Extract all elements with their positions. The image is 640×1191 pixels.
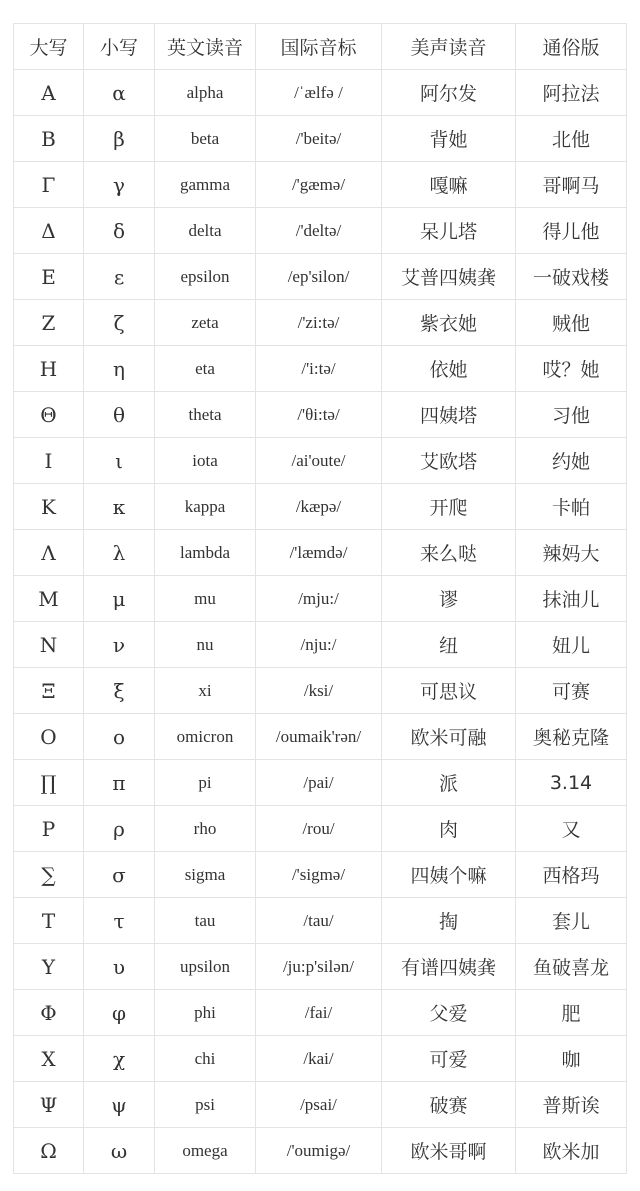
ipa-cell: /'beitə/ xyxy=(256,116,382,162)
popular-version-cell: 可赛 xyxy=(516,668,627,714)
table-row xyxy=(14,760,627,806)
greek-alphabet-table xyxy=(13,23,627,1174)
ipa-cell: /'læmdə/ xyxy=(256,530,382,576)
uppercase-cell: Η xyxy=(14,346,84,392)
us-reading-cell: 可爱 xyxy=(382,1036,516,1082)
us-reading-cell: 依她 xyxy=(382,346,516,392)
english-reading-cell: delta xyxy=(155,208,256,254)
ipa-cell: /tau/ xyxy=(256,898,382,944)
us-reading-cell: 背她 xyxy=(382,116,516,162)
lowercase-cell: ψ xyxy=(84,1082,155,1128)
table-row xyxy=(14,898,627,944)
table-row xyxy=(14,1082,627,1128)
popular-version-cell: 哎？她 xyxy=(516,346,627,392)
ipa-cell: /nju:/ xyxy=(256,622,382,668)
lowercase-cell: ξ xyxy=(84,668,155,714)
popular-version-cell: 卡帕 xyxy=(516,484,627,530)
table-row xyxy=(14,208,627,254)
greek-alphabet-table-container xyxy=(13,23,626,1174)
popular-version-cell: 北他 xyxy=(516,116,627,162)
uppercase-cell: Ν xyxy=(14,622,84,668)
lowercase-cell: τ xyxy=(84,898,155,944)
ipa-cell: /'oumigə/ xyxy=(256,1128,382,1174)
us-reading-cell: 呆儿塔 xyxy=(382,208,516,254)
lowercase-cell: φ xyxy=(84,990,155,1036)
ipa-cell: /pai/ xyxy=(256,760,382,806)
english-reading-cell: epsilon xyxy=(155,254,256,300)
us-reading-cell: 紫衣她 xyxy=(382,300,516,346)
english-reading-cell: iota xyxy=(155,438,256,484)
us-reading-cell: 有谱四姨龚 xyxy=(382,944,516,990)
popular-version-cell: 抹油儿 xyxy=(516,576,627,622)
lowercase-cell: ρ xyxy=(84,806,155,852)
table-row xyxy=(14,70,627,116)
header-us-reading: 美声读音 xyxy=(382,24,516,70)
popular-version-cell: 约她 xyxy=(516,438,627,484)
table-row xyxy=(14,162,627,208)
us-reading-cell: 来么哒 xyxy=(382,530,516,576)
us-reading-cell: 欧米哥啊 xyxy=(382,1128,516,1174)
us-reading-cell: 肉 xyxy=(382,806,516,852)
lowercase-cell: ε xyxy=(84,254,155,300)
header-ipa: 国际音标 xyxy=(256,24,382,70)
us-reading-cell: 开爬 xyxy=(382,484,516,530)
uppercase-cell: ∑ xyxy=(14,852,84,898)
ipa-cell: /rou/ xyxy=(256,806,382,852)
english-reading-cell: beta xyxy=(155,116,256,162)
english-reading-cell: psi xyxy=(155,1082,256,1128)
lowercase-cell: υ xyxy=(84,944,155,990)
table-row xyxy=(14,852,627,898)
english-reading-cell: upsilon xyxy=(155,944,256,990)
uppercase-cell: ∏ xyxy=(14,760,84,806)
ipa-cell: /'θi:tə/ xyxy=(256,392,382,438)
english-reading-cell: rho xyxy=(155,806,256,852)
popular-version-cell: 妞儿 xyxy=(516,622,627,668)
english-reading-cell: chi xyxy=(155,1036,256,1082)
lowercase-cell: χ xyxy=(84,1036,155,1082)
table-row xyxy=(14,576,627,622)
header-uppercase: 大写 xyxy=(14,24,84,70)
table-row xyxy=(14,346,627,392)
english-reading-cell: theta xyxy=(155,392,256,438)
uppercase-cell: Ρ xyxy=(14,806,84,852)
lowercase-cell: π xyxy=(84,760,155,806)
header-english-reading: 英文读音 xyxy=(155,24,256,70)
table-row xyxy=(14,668,627,714)
english-reading-cell: pi xyxy=(155,760,256,806)
uppercase-cell: Γ xyxy=(14,162,84,208)
ipa-cell: /kai/ xyxy=(256,1036,382,1082)
uppercase-cell: Χ xyxy=(14,1036,84,1082)
table-row xyxy=(14,622,627,668)
lowercase-cell: λ xyxy=(84,530,155,576)
uppercase-cell: Φ xyxy=(14,990,84,1036)
uppercase-cell: Θ xyxy=(14,392,84,438)
lowercase-cell: δ xyxy=(84,208,155,254)
ipa-cell: /'zi:tə/ xyxy=(256,300,382,346)
uppercase-cell: Δ xyxy=(14,208,84,254)
ipa-cell: /fai/ xyxy=(256,990,382,1036)
lowercase-cell: σ xyxy=(84,852,155,898)
lowercase-cell: η xyxy=(84,346,155,392)
us-reading-cell: 派 xyxy=(382,760,516,806)
uppercase-cell: Υ xyxy=(14,944,84,990)
lowercase-cell: γ xyxy=(84,162,155,208)
english-reading-cell: kappa xyxy=(155,484,256,530)
ipa-cell: /ju:p'silən/ xyxy=(256,944,382,990)
table-row xyxy=(14,484,627,530)
ipa-cell: /ksi/ xyxy=(256,668,382,714)
ipa-cell: /mju:/ xyxy=(256,576,382,622)
popular-version-cell: 套儿 xyxy=(516,898,627,944)
table-header xyxy=(14,24,627,70)
table-row xyxy=(14,438,627,484)
english-reading-cell: zeta xyxy=(155,300,256,346)
lowercase-cell: κ xyxy=(84,484,155,530)
table-row xyxy=(14,714,627,760)
us-reading-cell: 四姨个嘛 xyxy=(382,852,516,898)
ipa-cell: /'gæmə/ xyxy=(256,162,382,208)
lowercase-cell: ζ xyxy=(84,300,155,346)
lowercase-cell: ν xyxy=(84,622,155,668)
popular-version-cell: 阿拉法 xyxy=(516,70,627,116)
us-reading-cell: 破赛 xyxy=(382,1082,516,1128)
popular-version-cell: 得儿他 xyxy=(516,208,627,254)
ipa-cell: /'sigmə/ xyxy=(256,852,382,898)
ipa-cell: /ˈælfə / xyxy=(256,70,382,116)
english-reading-cell: sigma xyxy=(155,852,256,898)
uppercase-cell: Β xyxy=(14,116,84,162)
popular-version-cell: 贼他 xyxy=(516,300,627,346)
table-row xyxy=(14,1128,627,1174)
lowercase-cell: ι xyxy=(84,438,155,484)
us-reading-cell: 艾普四姨龚 xyxy=(382,254,516,300)
english-reading-cell: phi xyxy=(155,990,256,1036)
uppercase-cell: Ο xyxy=(14,714,84,760)
ipa-cell: /ep'silon/ xyxy=(256,254,382,300)
uppercase-cell: Ε xyxy=(14,254,84,300)
popular-version-cell: 哥啊马 xyxy=(516,162,627,208)
popular-version-cell: 西格玛 xyxy=(516,852,627,898)
table-row xyxy=(14,944,627,990)
ipa-cell: /oumaik'rən/ xyxy=(256,714,382,760)
english-reading-cell: mu xyxy=(155,576,256,622)
uppercase-cell: Ω xyxy=(14,1128,84,1174)
header-popular-version: 通俗版 xyxy=(516,24,627,70)
table-row xyxy=(14,300,627,346)
popular-version-cell: 咖 xyxy=(516,1036,627,1082)
popular-version-cell: 普斯诶 xyxy=(516,1082,627,1128)
us-reading-cell: 谬 xyxy=(382,576,516,622)
lowercase-cell: ω xyxy=(84,1128,155,1174)
us-reading-cell: 父爱 xyxy=(382,990,516,1036)
us-reading-cell: 四姨塔 xyxy=(382,392,516,438)
us-reading-cell: 掏 xyxy=(382,898,516,944)
us-reading-cell: 艾欧塔 xyxy=(382,438,516,484)
us-reading-cell: 纽 xyxy=(382,622,516,668)
english-reading-cell: lambda xyxy=(155,530,256,576)
uppercase-cell: Λ xyxy=(14,530,84,576)
english-reading-cell: eta xyxy=(155,346,256,392)
popular-version-cell: 鱼破喜龙 xyxy=(516,944,627,990)
popular-version-cell: 习他 xyxy=(516,392,627,438)
ipa-cell: /ai'oute/ xyxy=(256,438,382,484)
uppercase-cell: Ξ xyxy=(14,668,84,714)
uppercase-cell: Α xyxy=(14,70,84,116)
ipa-cell: /kæpə/ xyxy=(256,484,382,530)
header-lowercase: 小写 xyxy=(84,24,155,70)
table-row xyxy=(14,116,627,162)
ipa-cell: /psai/ xyxy=(256,1082,382,1128)
uppercase-cell: Μ xyxy=(14,576,84,622)
table-row xyxy=(14,530,627,576)
table-row xyxy=(14,1036,627,1082)
popular-version-cell: 一破戏楼 xyxy=(516,254,627,300)
ipa-cell: /'i:tə/ xyxy=(256,346,382,392)
lowercase-cell: θ xyxy=(84,392,155,438)
table-row xyxy=(14,254,627,300)
english-reading-cell: omega xyxy=(155,1128,256,1174)
lowercase-cell: α xyxy=(84,70,155,116)
popular-version-cell: 3.14 xyxy=(516,760,627,806)
ipa-cell: /'deltə/ xyxy=(256,208,382,254)
uppercase-cell: Κ xyxy=(14,484,84,530)
lowercase-cell: ο xyxy=(84,714,155,760)
uppercase-cell: Ψ xyxy=(14,1082,84,1128)
english-reading-cell: gamma xyxy=(155,162,256,208)
popular-version-cell: 辣妈大 xyxy=(516,530,627,576)
uppercase-cell: Ι xyxy=(14,438,84,484)
header-row xyxy=(14,24,627,70)
us-reading-cell: 阿尔发 xyxy=(382,70,516,116)
us-reading-cell: 嘎嘛 xyxy=(382,162,516,208)
table-row xyxy=(14,392,627,438)
us-reading-cell: 欧米可融 xyxy=(382,714,516,760)
english-reading-cell: xi xyxy=(155,668,256,714)
lowercase-cell: μ xyxy=(84,576,155,622)
table-body xyxy=(14,70,627,1174)
english-reading-cell: nu xyxy=(155,622,256,668)
popular-version-cell: 奥秘克隆 xyxy=(516,714,627,760)
uppercase-cell: Τ xyxy=(14,898,84,944)
english-reading-cell: alpha xyxy=(155,70,256,116)
popular-version-cell: 欧米加 xyxy=(516,1128,627,1174)
english-reading-cell: tau xyxy=(155,898,256,944)
us-reading-cell: 可思议 xyxy=(382,668,516,714)
english-reading-cell: omicron xyxy=(155,714,256,760)
table-row xyxy=(14,806,627,852)
lowercase-cell: β xyxy=(84,116,155,162)
table-row xyxy=(14,990,627,1036)
popular-version-cell: 又 xyxy=(516,806,627,852)
popular-version-cell: 肥 xyxy=(516,990,627,1036)
uppercase-cell: Ζ xyxy=(14,300,84,346)
